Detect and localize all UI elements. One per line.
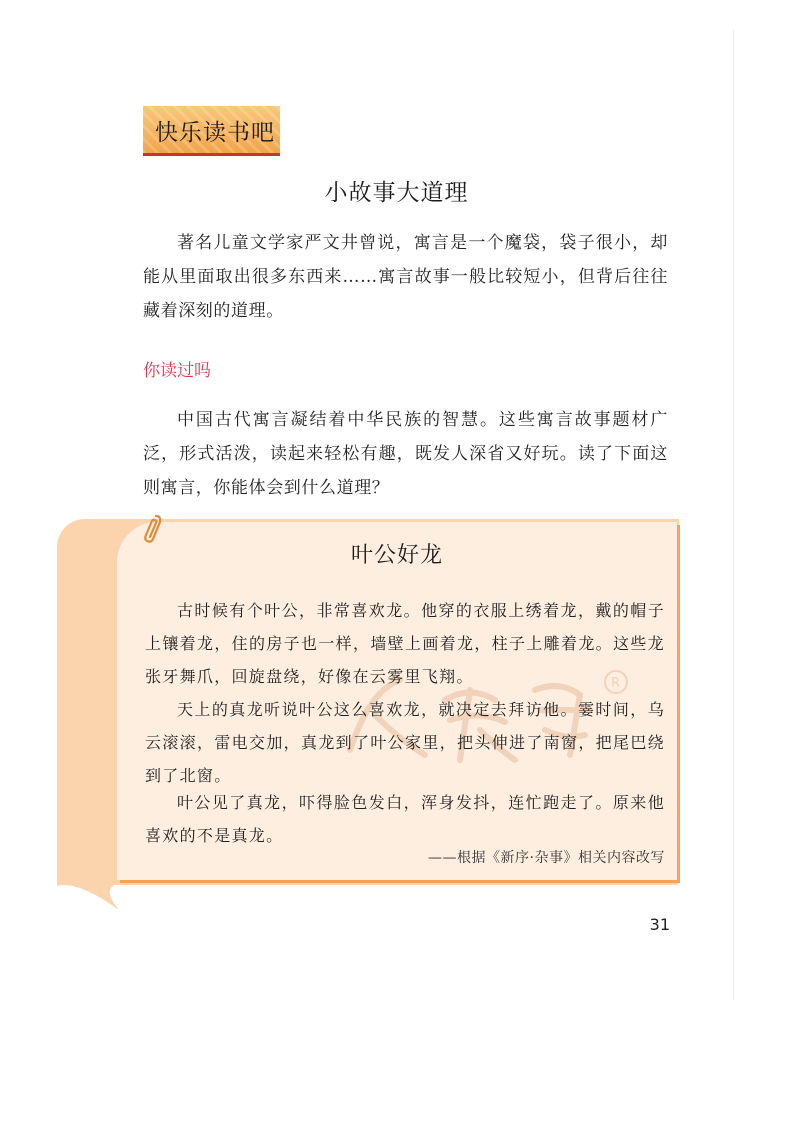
story-paragraph: 天上的真龙听说叶公这么喜欢龙，就决定去拜访他。霎时间，乌云滚滚，雷电交加，真龙到了叶公家里，把头伸进了南窗，把尾巴绕到了北窗。 <box>145 700 665 785</box>
page-title: 小故事大道理 <box>324 180 469 206</box>
section-tag <box>143 106 280 156</box>
section-tag-label: 快乐读书吧 <box>155 120 275 146</box>
subheading: 你读过吗 <box>143 361 211 381</box>
story-paragraph: 叶公见了真龙，吓得脸色发白，浑身发抖，连忙跑走了。原来他喜欢的不是真龙。 <box>145 793 665 845</box>
intro-paragraph: 著名儿童文学家严文井曾说，寓言是一个魔袋，袋子很小，却能从里面取出很多东西来……寓言故事一般比较短小，但背后往往藏着深刻的道理。 <box>143 233 668 321</box>
svg-text:R: R <box>611 676 621 691</box>
story-paragraph: 古时候有个叶公，非常喜欢龙。他穿的衣服上绣着龙，戴的帽子上镶着龙，住的房子也一样，墙壁上画着龙，柱子上雕着龙。这些龙张牙舞爪，回旋盘绕，好像在云雾里飞翔。 <box>145 601 665 686</box>
story-source: ——根据《新序·杂事》相关内容改写 <box>428 850 665 866</box>
page-number: 31 <box>649 915 670 934</box>
question-paragraph: 中国古代寓言凝结着中华民族的智慧。这些寓言故事题材广泛，形式活泼，读起来轻松有趣，既发人深省又好玩。读了下面这则寓言，你能体会到什么道理？ <box>143 410 668 498</box>
story-title: 叶公好龙 <box>350 543 443 568</box>
